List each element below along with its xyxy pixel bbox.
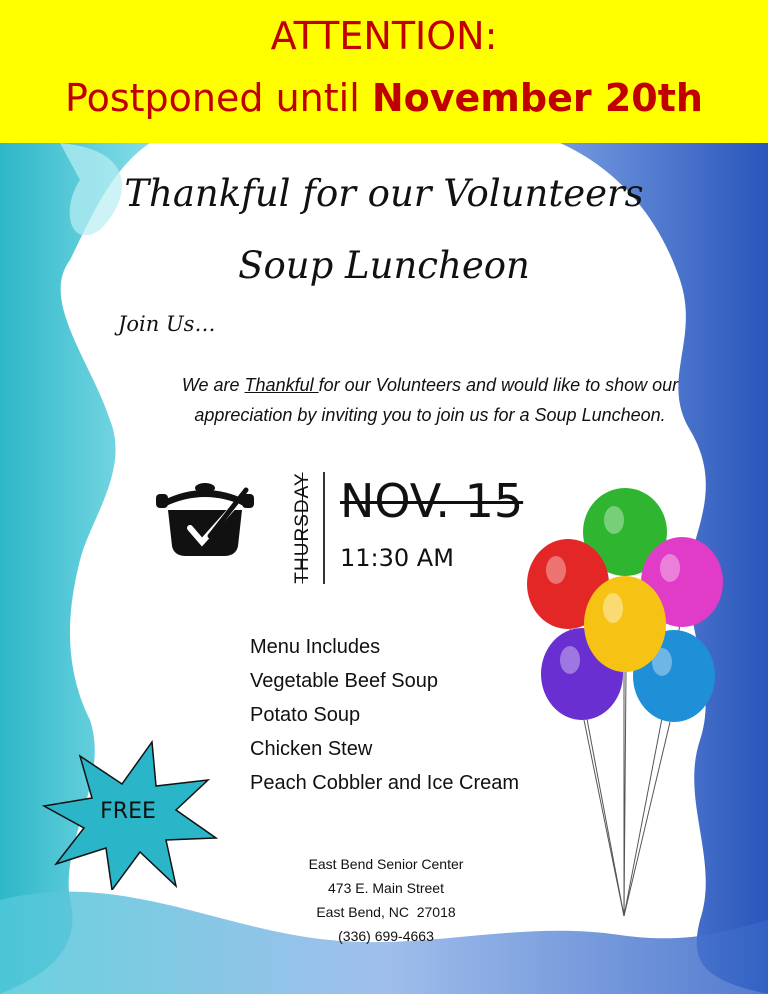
banner-postponed-text bbox=[0, 76, 768, 120]
menu-item: Potato Soup bbox=[250, 704, 361, 726]
intro-before: We are bbox=[181, 375, 245, 395]
address-block bbox=[286, 852, 486, 948]
banner-new-date: November 20th bbox=[371, 76, 703, 120]
banner-postponed-prefix: Postponed until bbox=[65, 76, 372, 120]
venue-street: 473 E. Main Street bbox=[328, 880, 444, 896]
banner-attention-text: ATTENTION: bbox=[270, 14, 498, 58]
join-us-text: Join Us… bbox=[118, 312, 216, 336]
venue-name: East Bend Senior Center bbox=[308, 856, 464, 872]
intro-thankful: Thankful bbox=[244, 375, 319, 395]
soup-pot-icon bbox=[150, 476, 260, 560]
title-line-2: Soup Luncheon bbox=[238, 244, 530, 287]
menu-list bbox=[250, 630, 519, 800]
intro-after: for our Volunteers and would like to show our appreciation by inviting you to join us for a Soup Luncheon. bbox=[194, 375, 679, 425]
venue-city: East Bend, NC 27018 bbox=[316, 904, 456, 920]
date-divider bbox=[323, 472, 325, 584]
event-time: 11:30 AM bbox=[340, 544, 454, 572]
title-line-1: Thankful for our Volunteers bbox=[124, 172, 644, 215]
attention-banner bbox=[0, 0, 768, 143]
venue-phone: (336) 699-4663 bbox=[338, 928, 434, 944]
day-box bbox=[286, 472, 320, 584]
menu-item: Vegetable Beef Soup bbox=[250, 670, 438, 692]
balloons-illustration bbox=[520, 488, 740, 928]
menu-item: Chicken Stew bbox=[250, 738, 373, 760]
free-label: FREE bbox=[100, 799, 156, 824]
menu-heading: Menu Includes bbox=[250, 636, 381, 658]
menu-item: Peach Cobbler and Ice Cream bbox=[250, 772, 520, 794]
event-date: NOV. 15 bbox=[340, 474, 524, 528]
intro-paragraph bbox=[150, 370, 710, 430]
day-label: THURSDAY bbox=[292, 472, 313, 584]
